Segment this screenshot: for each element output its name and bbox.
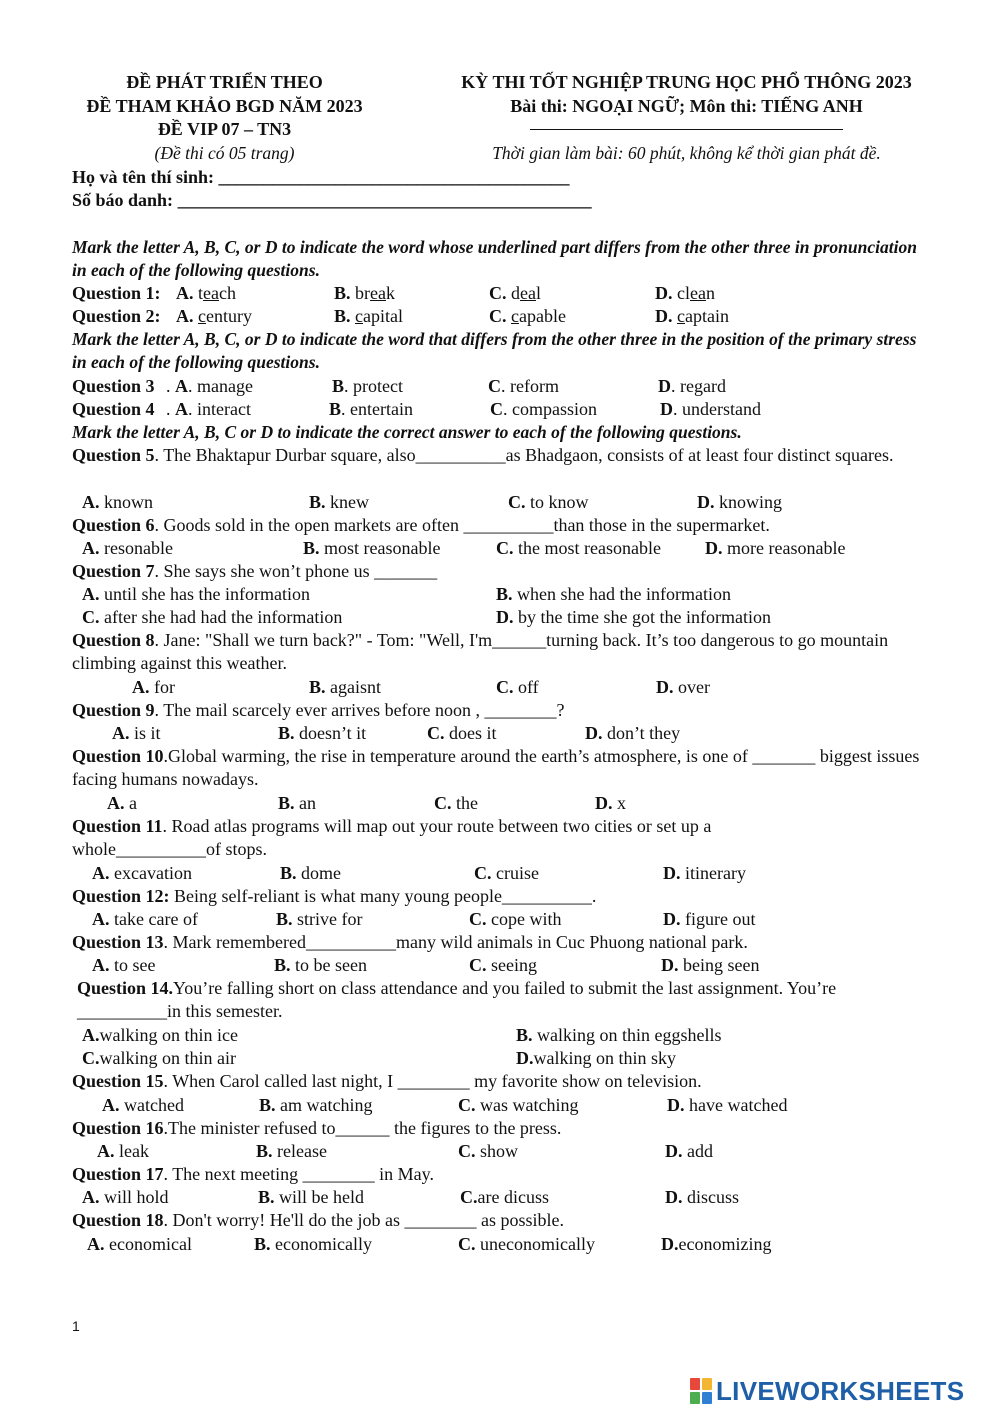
option-c[interactable]: C. show — [458, 1141, 519, 1161]
option-c[interactable]: C. to know — [508, 492, 589, 512]
option-d[interactable]: D. clean — [655, 283, 715, 303]
option-b[interactable]: B. agaisnt — [309, 677, 382, 697]
option-c[interactable]: C. after she had had the information — [82, 607, 343, 627]
option-d[interactable]: D. understand — [660, 399, 761, 419]
option-c[interactable]: C. reform — [488, 376, 559, 396]
question-label: Question 14. — [77, 978, 174, 998]
candidate-name-label: Họ và tên thí sinh: — [72, 167, 219, 187]
candidate-id-field[interactable]: ______________________________________________ — [177, 190, 592, 210]
option-a[interactable]: A. resonable — [82, 538, 173, 558]
question-label: Question 5 — [72, 445, 155, 465]
candidate-id-row — [72, 189, 592, 212]
option-a[interactable]: A. watched — [102, 1095, 184, 1115]
option-a[interactable]: A. excavation — [92, 863, 192, 883]
header-exam-subject: Bài thi: NGOẠI NGỮ; Môn thi: TIẾNG ANH — [510, 96, 863, 116]
question-text: . The Bhaktapur Durbar square, also__________as Bhadgaon, consists of at least four distinct squares. — [154, 445, 894, 465]
option-c[interactable]: C.walking on thin air — [82, 1048, 236, 1068]
question-label: Question 8 — [72, 630, 155, 650]
header-left-line2: ĐỀ THAM KHẢO BGD NĂM 2023 — [86, 96, 363, 116]
question-text: . Jane: "Shall we turn back?" - Tom: "Well, I'm______turning back. It’s too dangerous to go mountain climbing against this weather. — [72, 630, 889, 673]
option-c[interactable]: C. compassion — [490, 399, 597, 419]
question-label: Question 12: — [72, 886, 170, 906]
candidate-name-field[interactable]: _______________________________________ — [218, 167, 570, 187]
option-b[interactable]: B. walking on thin eggshells — [516, 1025, 722, 1045]
option-b[interactable]: B. capital — [334, 306, 403, 326]
option-a[interactable]: A. a — [107, 793, 137, 813]
option-a[interactable]: A. until she has the information — [82, 584, 310, 604]
instruction-stress: Mark the letter A, B, C, or D to indicate the word that differs from the other three in the position of the primary stress in each of the following questions. — [72, 329, 917, 372]
page-number: 1 — [72, 1318, 80, 1334]
option-c[interactable]: C. seeing — [469, 955, 537, 975]
candidate-name-row — [72, 166, 570, 189]
option-b[interactable]: B. strive for — [276, 909, 363, 929]
candidate-id-label: Số báo danh: — [72, 190, 178, 210]
option-c[interactable]: C. deal — [489, 283, 541, 303]
option-b[interactable]: B. release — [256, 1141, 327, 1161]
header-left-line3: ĐỀ VIP 07 – TN3 — [157, 119, 292, 139]
option-a[interactable]: A. century — [176, 306, 252, 326]
question-label: Question 11 — [72, 816, 163, 836]
option-b[interactable]: B. economically — [254, 1234, 372, 1254]
question-16 — [72, 1117, 561, 1140]
question-text: . The mail scarcely ever arrives before noon , ________? — [154, 700, 565, 720]
option-c[interactable]: C. cope with — [469, 909, 562, 929]
option-d[interactable]: D. itinerary — [663, 863, 746, 883]
question-text: .The minister refused to______ the figures to the press. — [163, 1118, 562, 1138]
option-a[interactable]: A. leak — [97, 1141, 149, 1161]
option-a[interactable]: A. to see — [92, 955, 156, 975]
question-1 — [72, 282, 161, 305]
option-b[interactable]: B. to be seen — [274, 955, 367, 975]
question-text: You’re falling short on class attendance and you failed to submit the last assignment. You’re __________in this semester. — [77, 978, 837, 1021]
option-c[interactable]: C. was watching — [458, 1095, 579, 1115]
option-d[interactable]: D. figure out — [663, 909, 756, 929]
logo-text: LIVEWORKSHEETS — [716, 1375, 965, 1406]
header-exam-title: KỲ THI TỐT NGHIỆP TRUNG HỌC PHỔ THÔNG 2023 — [461, 72, 912, 92]
option-d[interactable]: D. have watched — [667, 1095, 788, 1115]
question-text: . Don't worry! He'll do the job as ________ as possible. — [163, 1210, 564, 1230]
question-18 — [72, 1209, 564, 1232]
question-text: . Goods sold in the open markets are often __________than those in the supermarket. — [154, 515, 770, 535]
option-d[interactable]: D. add — [665, 1141, 713, 1161]
option-b[interactable]: B. knew — [309, 492, 370, 512]
option-a[interactable]: . A. manage — [166, 376, 253, 396]
option-c[interactable]: C. does it — [427, 723, 497, 743]
question-text: . She says she won’t phone us _______ — [154, 561, 438, 581]
option-a[interactable]: A. known — [82, 492, 153, 512]
instruction-pronunciation: Mark the letter A, B, C, or D to indicate the word whose underlined part differs from the other three in pronunciation in each of the following questions. — [72, 237, 917, 280]
question-label: Question 17 — [72, 1164, 164, 1184]
question-label: Question 2: — [72, 306, 161, 326]
option-d[interactable]: D. regard — [658, 376, 726, 396]
question-label: Question 13 — [72, 932, 164, 952]
question-text: . Mark remembered__________many wild animals in Cuc Phuong national park. — [163, 932, 748, 952]
option-c[interactable]: C. off — [496, 677, 539, 697]
header-time-limit: Thời gian làm bài: 60 phút, không kể thời gian phát đề. — [492, 143, 881, 163]
option-d[interactable]: D.walking on thin sky — [516, 1048, 676, 1068]
option-a[interactable]: A. will hold — [82, 1187, 169, 1207]
option-c[interactable]: C.are dicuss — [460, 1187, 549, 1207]
option-a[interactable]: A. take care of — [92, 909, 198, 929]
question-11 — [72, 815, 812, 861]
instruction-correct-answer: Mark the letter A, B, C or D to indicate the correct answer to each of the following questions. — [72, 422, 742, 442]
option-d[interactable]: D. discuss — [665, 1187, 740, 1207]
option-b[interactable]: B. when she had the information — [496, 584, 731, 604]
header-left-line1: ĐỀ PHÁT TRIỂN THEO — [126, 72, 323, 92]
question-text: . Road atlas programs will map out your route between two cities or set up a whole__________of stops. — [72, 816, 712, 859]
question-5 — [72, 444, 932, 467]
question-4 — [72, 398, 155, 421]
question-15 — [72, 1070, 702, 1093]
question-label: Question 16 — [72, 1118, 164, 1138]
liveworksheets-logo[interactable] — [690, 1376, 964, 1406]
option-d[interactable]: D. x — [595, 793, 626, 813]
header-rule — [530, 129, 843, 130]
option-b[interactable]: B. dome — [280, 863, 342, 883]
option-c[interactable]: C. cruise — [474, 863, 539, 883]
question-label: Question 3 — [72, 376, 155, 396]
option-a[interactable]: A. teach — [176, 283, 236, 303]
question-8 — [72, 629, 932, 675]
option-c[interactable]: C. the most reasonable — [496, 538, 661, 558]
option-a[interactable]: A.walking on thin ice — [82, 1025, 238, 1045]
option-a[interactable]: A. economical — [87, 1234, 192, 1254]
question-10 — [72, 745, 932, 791]
option-c[interactable]: C. the — [434, 793, 478, 813]
option-b[interactable]: B. most reasonable — [303, 538, 441, 558]
question-text: .Global warming, the rise in temperature around the earth’s atmosphere, is one of _______ biggest issues facing humans nowadays. — [72, 746, 920, 789]
option-a[interactable]: A. for — [132, 677, 175, 697]
option-c[interactable]: C. uneconomically — [458, 1234, 595, 1254]
option-a[interactable]: A. is it — [112, 723, 161, 743]
question-text: Being self-reliant is what many young people__________. — [169, 886, 597, 906]
question-6 — [72, 514, 770, 537]
option-b[interactable]: B. break — [334, 283, 395, 303]
option-b[interactable]: B. will be held — [258, 1187, 364, 1207]
option-d[interactable]: D.economizing — [661, 1234, 772, 1254]
question-3 — [72, 375, 155, 398]
option-d[interactable]: D. being seen — [661, 955, 760, 975]
question-12 — [72, 885, 596, 908]
question-label: Question 15 — [72, 1071, 164, 1091]
logo-blocks-icon — [690, 1378, 712, 1404]
question-14 — [77, 977, 882, 1023]
question-text: . When Carol called last night, I ________ my favorite show on television. — [163, 1071, 702, 1091]
option-c[interactable]: C. capable — [489, 306, 566, 326]
question-label: Question 1: — [72, 283, 161, 303]
question-17 — [72, 1163, 434, 1186]
question-label: Question 9 — [72, 700, 155, 720]
option-b[interactable]: B. entertain — [329, 399, 413, 419]
question-label: Question 4 — [72, 399, 155, 419]
question-text: . The next meeting ________ in May. — [163, 1164, 434, 1184]
header-page-count: (Đề thi có 05 trang) — [154, 143, 295, 163]
question-label: Question 10 — [72, 746, 164, 766]
question-9 — [72, 699, 565, 722]
option-b[interactable]: B. protect — [332, 376, 403, 396]
option-a[interactable]: . A. interact — [166, 399, 251, 419]
option-d[interactable]: D. more reasonable — [705, 538, 846, 558]
option-d[interactable]: D. over — [656, 677, 710, 697]
option-b[interactable]: B. an — [278, 793, 317, 813]
option-d[interactable]: D. knowing — [697, 492, 782, 512]
option-d[interactable]: D. don’t they — [585, 723, 681, 743]
question-label: Question 6 — [72, 515, 155, 535]
question-2 — [72, 305, 161, 328]
option-d[interactable]: D. by the time she got the information — [496, 607, 771, 627]
question-label: Question 18 — [72, 1210, 164, 1230]
option-b[interactable]: B. doesn’t it — [278, 723, 367, 743]
option-d[interactable]: D. captain — [655, 306, 729, 326]
question-13 — [72, 931, 748, 954]
question-label: Question 7 — [72, 561, 155, 581]
question-7 — [72, 560, 437, 583]
option-b[interactable]: B. am watching — [259, 1095, 373, 1115]
